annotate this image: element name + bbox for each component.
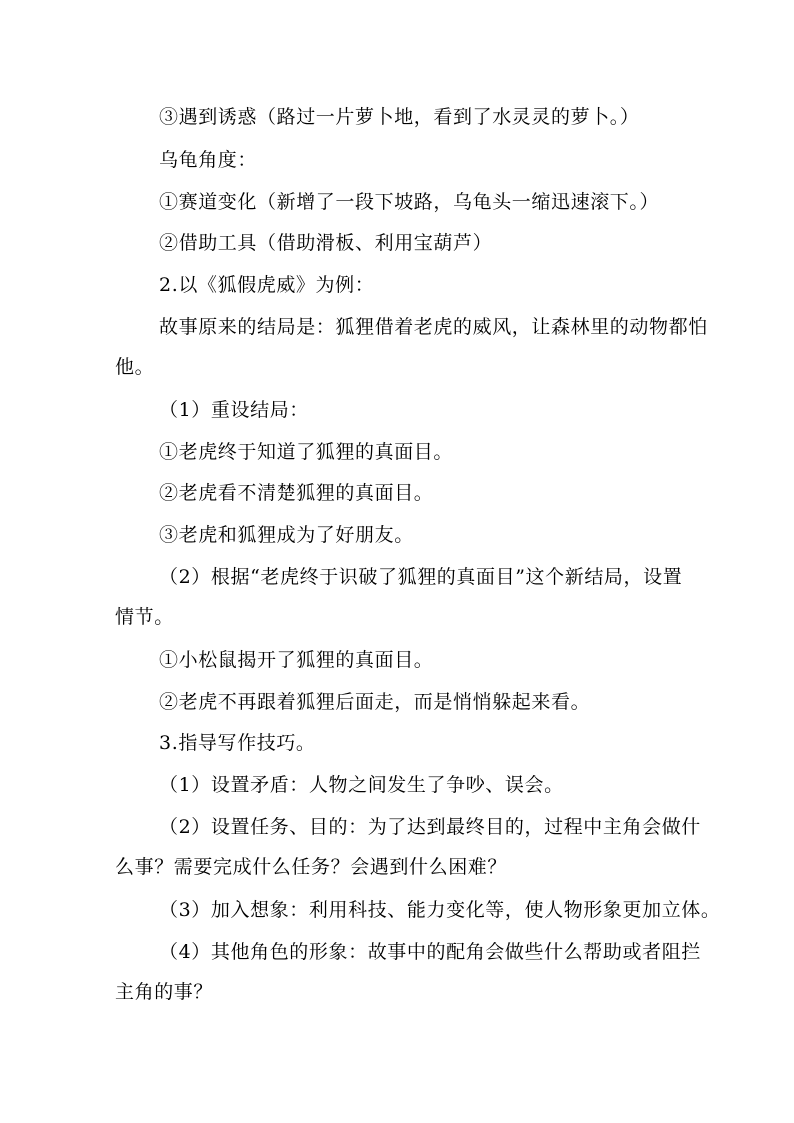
section-heading-writing-tips: 3.指导写作技巧。 [159,732,316,754]
subheading-reset-ending: （1）重设结局： [159,399,309,421]
list-item-ending-1: ①老虎终于知道了狐狸的真面目。 [159,441,454,463]
tip-other-roles: （4）其他角色的形象：故事中的配角会做些什么帮助或者阻拦 [159,941,701,963]
tip-task-goal-cont: 么事？需要完成什么任务？会遇到什么困难？ [115,856,508,878]
text-line-use-tools: ②借助工具（借助滑板、利用宝葫芦） [159,232,493,254]
list-item-ending-2: ②老虎看不清楚狐狸的真面目。 [159,482,434,504]
list-item-plot-2: ②老虎不再跟着狐狸后面走，而是悄悄躲起来看。 [159,691,591,713]
tip-conflict: （1）设置矛盾：人物之间发生了争吵、误会。 [159,774,564,796]
text-line-track-change: ①赛道变化（新增了一段下坡路，乌龟头一缩迅速滚下。） [159,191,660,213]
text-line-tortoise-perspective: 乌龟角度： [159,149,258,171]
subheading-new-plot-cont: 情节。 [115,606,174,628]
list-item-plot-1: ①小松鼠揭开了狐狸的真面目。 [159,649,434,671]
section-heading-fox-tiger: 2.以《狐假虎威》为例： [159,274,375,296]
text-line-original-ending: 故事原来的结局是：狐狸借着老虎的威风，让森林里的动物都怕 [159,316,708,338]
list-item-ending-3: ③老虎和狐狸成为了好朋友。 [159,524,414,546]
text-line-temptation: ③遇到诱惑（路过一片萝卜地，看到了水灵灵的萝卜。） [159,106,640,128]
tip-imagination: （3）加入想象：利用科技、能力变化等，使人物形象更加立体。 [159,899,721,921]
tip-other-roles-cont: 主角的事？ [115,981,214,1003]
subheading-new-plot: （2）根据“老虎终于识破了狐狸的真面目”这个新结局，设置 [159,566,683,588]
tip-task-goal: （2）设置任务、目的：为了达到最终目的，过程中主角会做什 [159,816,701,838]
text-line-original-ending-cont: 他。 [115,356,155,378]
